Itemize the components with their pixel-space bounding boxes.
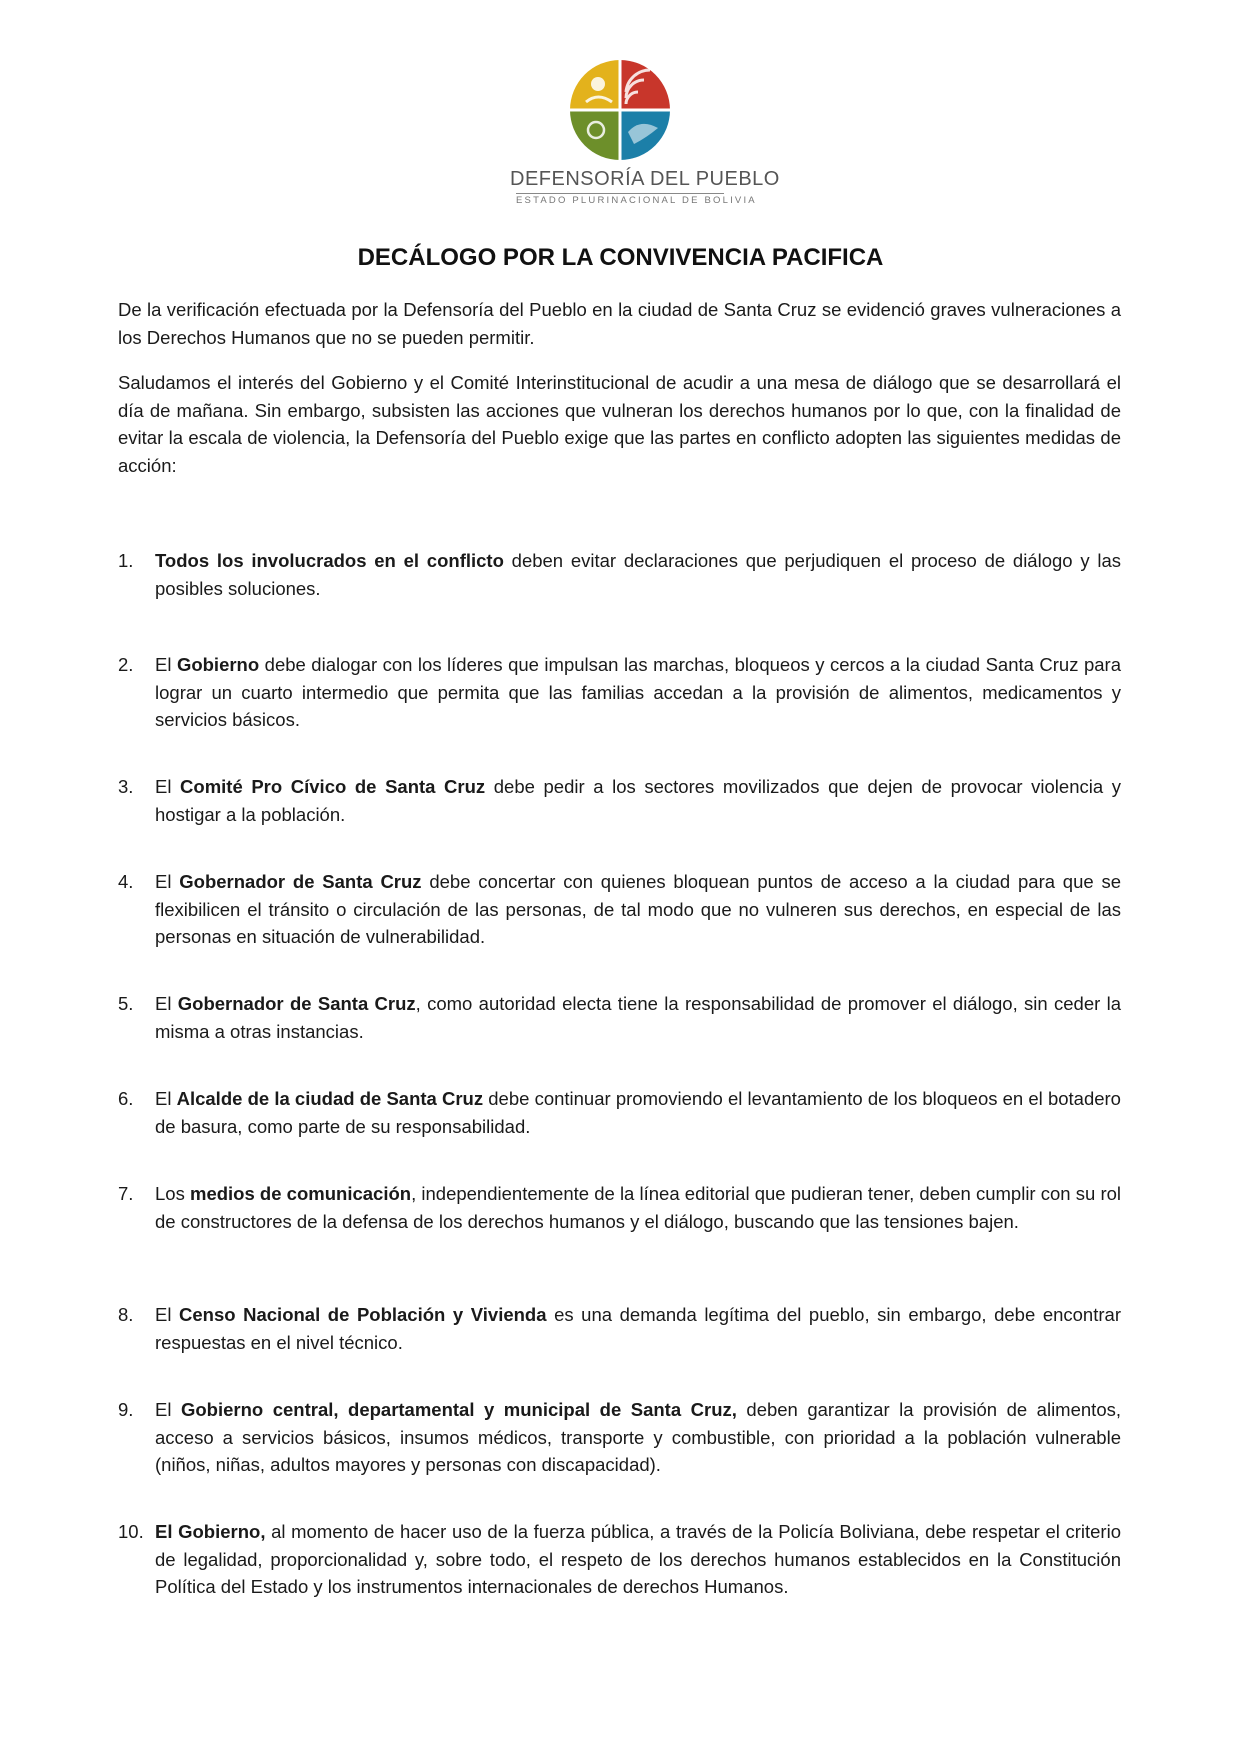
item-subject: Comité Pro Cívico de Santa Cruz [180,776,486,797]
decalogue-item-5 [118,990,1121,1045]
item-text-pre: El [155,654,177,675]
item-text-pre: El [155,776,181,797]
item-text: debe continuar promoviendo el levantamiento de los bloqueos en el botadero de basura, como parte de su responsabilidad. [155,1088,1121,1137]
item-text: debe concertar con quienes bloquean puntos de acceso a la ciudad para que se flexibilicen el tránsito o circulación de las personas, de tal modo que no vulneren sus derechos, en especial de las personas en situación de vulnerabilidad. [155,871,1121,947]
item-subject: Gobierno [176,654,260,675]
item-text: debe dialogar con los líderes que impulsan las marchas, bloqueos y cercos a la ciudad Santa Cruz para lograr un cuarto intermedio que permita que las familias accedan a la provisión de alimentos, medicamentos y servicios básicos. [155,654,1121,730]
item-text: debe pedir a los sectores movilizados que dejen de provocar violencia y hostigar a la población. [155,776,1121,825]
item-text: , como autoridad electa tiene la responsabilidad de promover el diálogo, sin ceder la misma a otras instancias. [155,993,1121,1042]
item-text: es una demanda legítima del pueblo, sin embargo, debe encontrar respuestas en el nivel técnico. [155,1304,1121,1353]
defensoria-logo [510,58,780,210]
intro-paragraph-1: De la verificación efectuada por la Defensoría del Pueblo en la ciudad de Santa Cruz se evidenció graves vulneraciones a los Derechos Humanos que no se pueden permitir. [118,299,1121,348]
decalogue-item-9 [118,1396,1121,1479]
logo-emblem-icon [568,58,672,162]
item-subject: Censo Nacional de Población y Vivienda [179,1304,547,1325]
item-number: 1. [118,550,134,571]
item-subject: Gobernador de Santa Cruz [179,871,422,892]
item-number: 10. [118,1521,144,1542]
item-number: 2. [118,654,134,675]
org-name: DEFENSORÍA DEL PUEBLO [510,168,780,190]
decalogue-item-7 [118,1180,1121,1235]
item-text-pre: El [155,1304,180,1325]
item-number: 6. [118,1088,134,1109]
decalogue-item-3 [118,773,1121,828]
item-text: deben evitar declaraciones que perjudiquen el proceso de diálogo y las posibles soluciones. [155,550,1121,599]
item-subject: Todos los involucrados en el conflicto [155,550,504,571]
decalogue-item-1 [118,547,1121,602]
item-number: 3. [118,776,134,797]
item-text-pre: El [155,1088,177,1109]
decalogue-item-10 [118,1518,1121,1601]
item-subject: El Gobierno, [155,1521,266,1542]
intro-paragraph-2: Saludamos el interés del Gobierno y el Comité Interinstitucional de acudir a una mesa de diálogo que se desarrollará el día de mañana. Sin embargo, subsisten las acciones que vulneran los derechos humanos por lo que, con la finalidad de evitar la escala de violencia, la Defensoría del Pueblo exige que las partes en conflicto adopten las siguientes medidas de acción: [118,372,1121,476]
item-subject: Gobierno central, departamental y municipal de Santa Cruz, [180,1399,737,1420]
decalogue-item-8 [118,1301,1121,1356]
item-text-pre: El [155,1399,181,1420]
item-number: 5. [118,993,134,1014]
item-text: , independientemente de la línea editorial que pudieran tener, deben cumplir con su rol de constructores de la defensa de los derechos humanos y el diálogo, buscando que las tensiones bajen. [155,1183,1122,1232]
item-number: 7. [118,1183,134,1204]
document-title: DECÁLOGO POR LA CONVIVENCIA PACIFICA [357,244,884,271]
item-text-pre: El [155,871,180,892]
item-subject: medios de comunicación [190,1183,412,1204]
item-text-pre: El [155,993,178,1014]
decalogue-item-2 [118,651,1121,734]
item-subject: Alcalde de la ciudad de Santa Cruz [176,1088,484,1109]
item-number: 9. [118,1399,134,1420]
item-number: 4. [118,871,134,892]
item-text-pre: Los [155,1183,190,1204]
item-number: 8. [118,1304,134,1325]
item-subject: Gobernador de Santa Cruz [177,993,416,1014]
decalogue-item-6 [118,1085,1121,1140]
item-text: al momento de hacer uso de la fuerza pública, a través de la Policía Boliviana, debe respetar el criterio de legalidad, proporcionalidad y, sobre todo, el respeto de los derechos humanos establecidos en la Constitución Política del Estado y los instrumentos internacionales de derechos Humanos. [155,1521,1121,1597]
org-subtitle: ESTADO PLURINACIONAL DE BOLIVIA [516,195,757,206]
item-text: deben garantizar la provisión de alimentos, acceso a servicios básicos, insumos médicos, transporte y combustible, con prioridad a la población vulnerable (niños, niñas, adultos mayores y personas con discapacidad). [155,1399,1121,1475]
decalogue-item-4 [118,868,1121,951]
